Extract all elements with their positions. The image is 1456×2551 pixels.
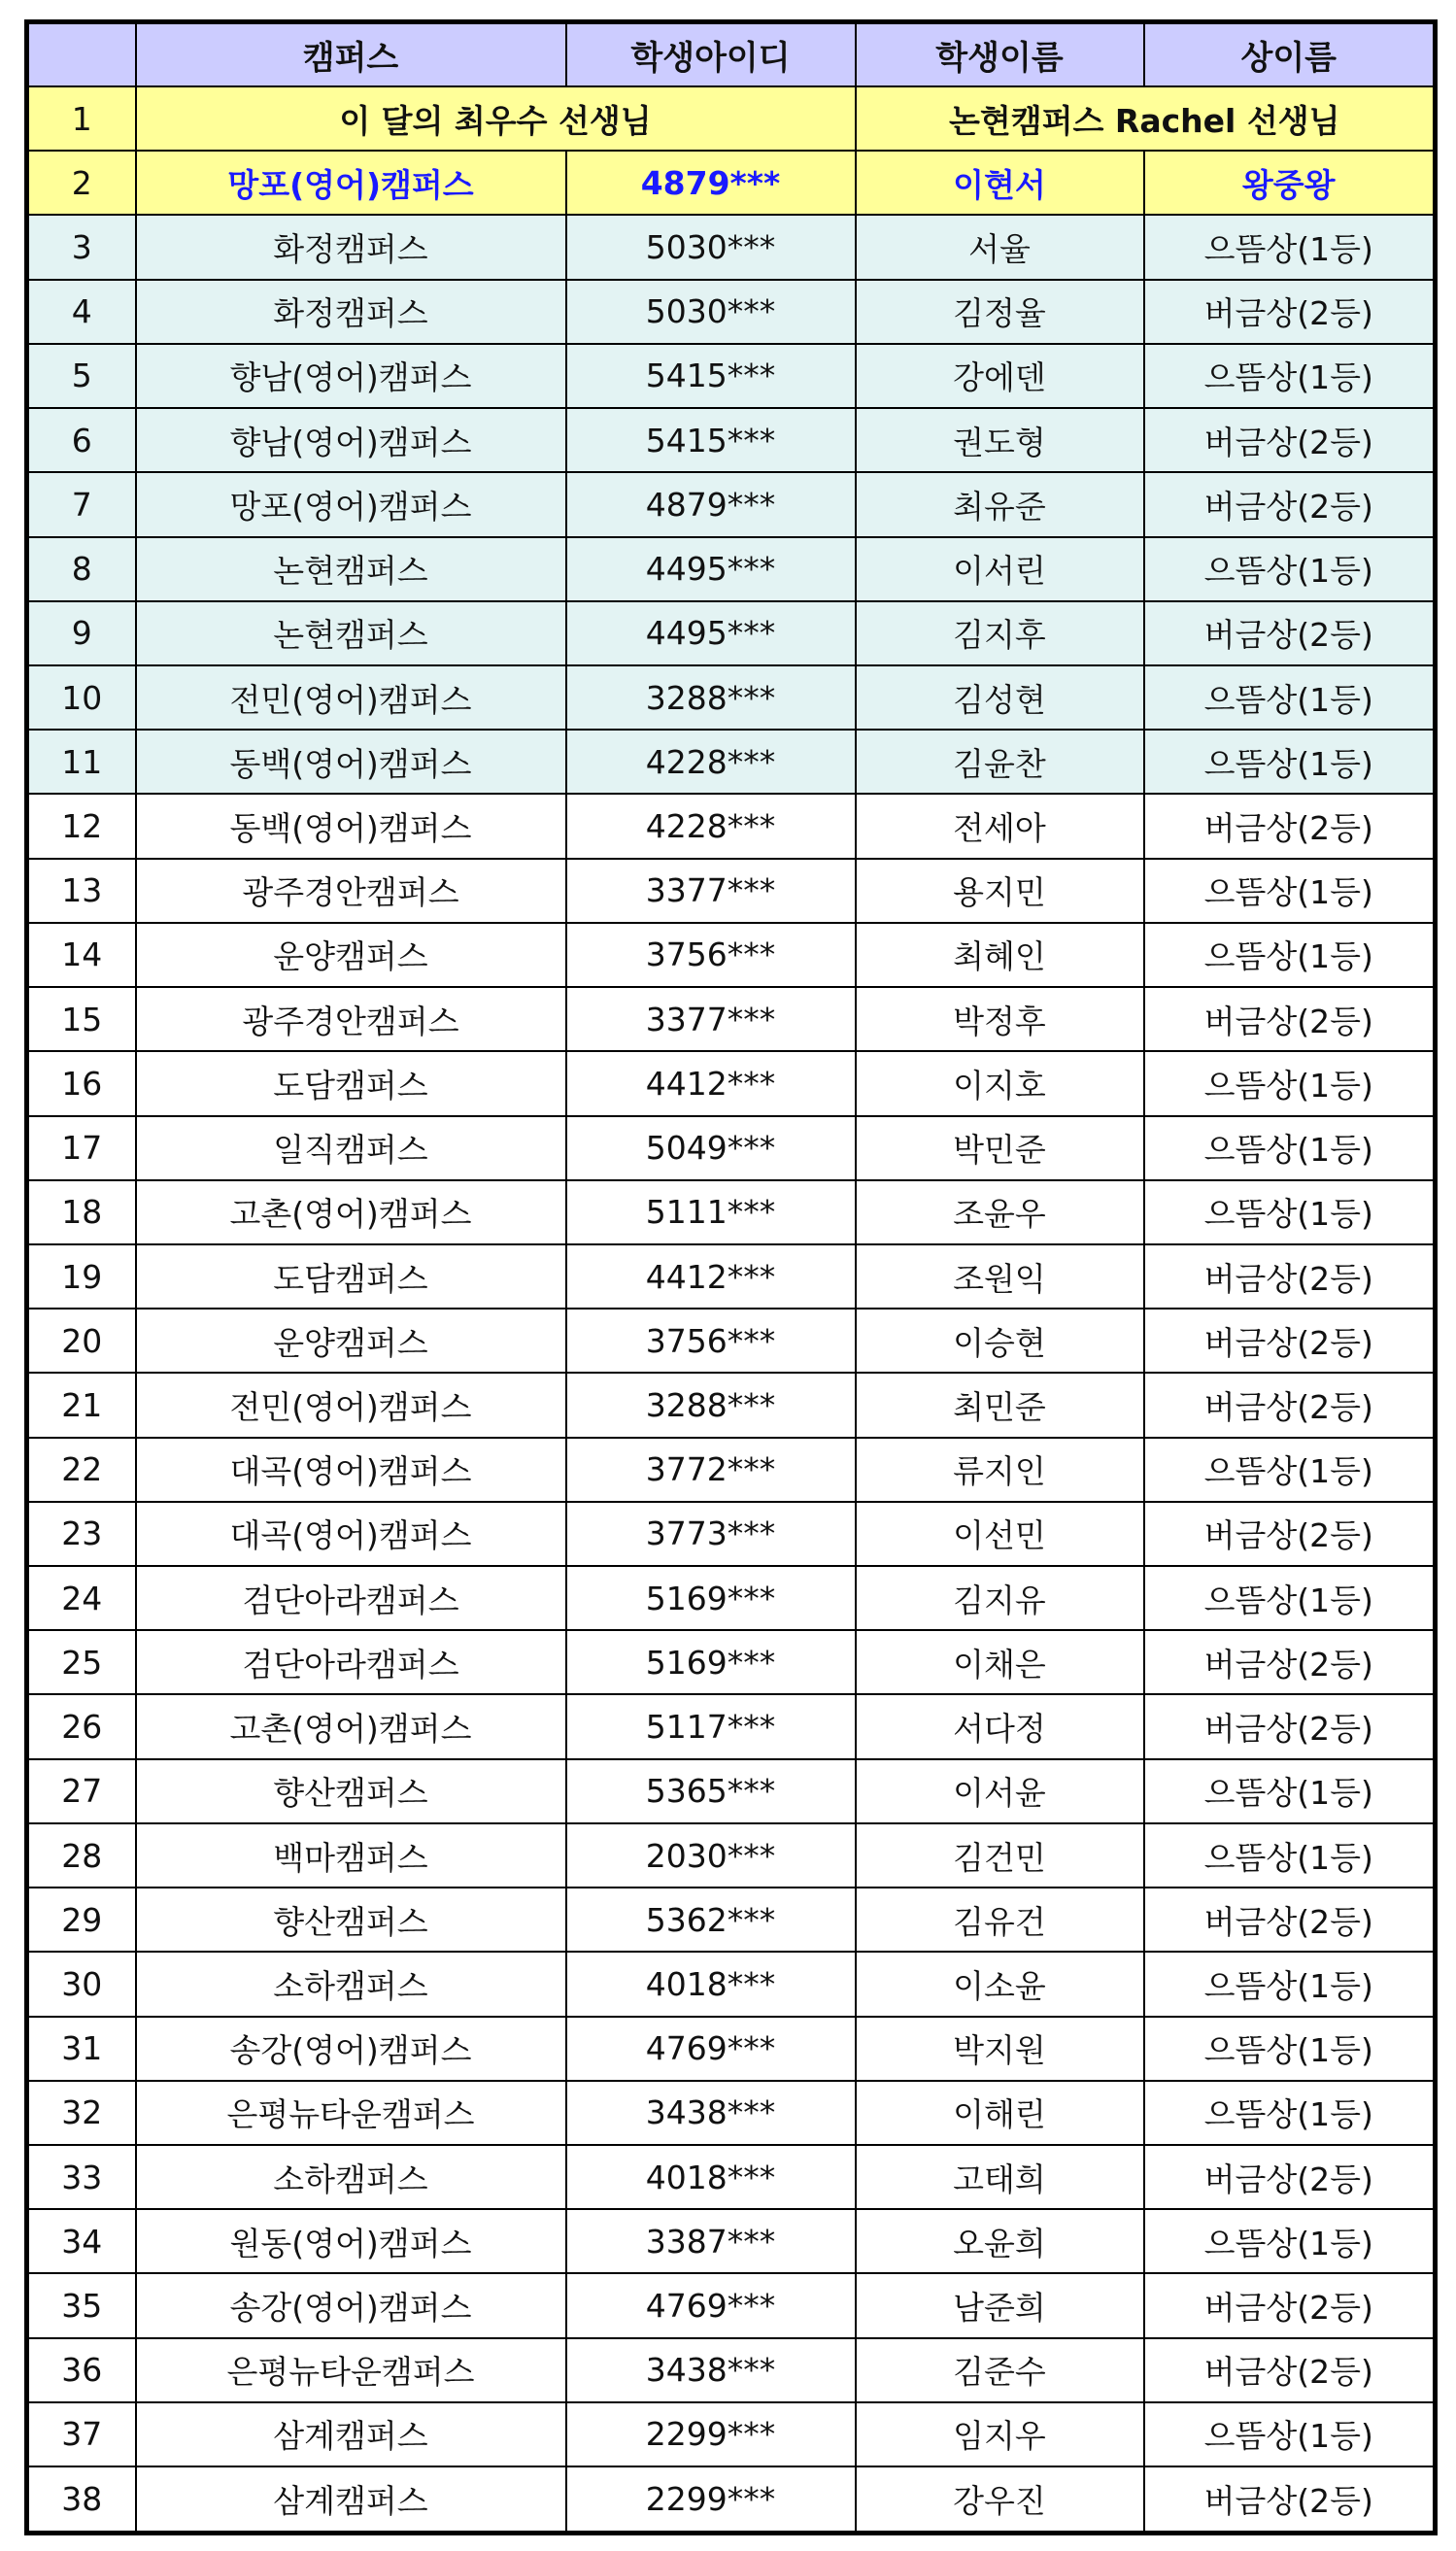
table-row [27, 215, 1436, 279]
campus-cell: 망포(영어)캠퍼스 [136, 151, 566, 215]
table-row [27, 923, 1436, 987]
table-row [27, 859, 1436, 923]
campus-cell: 도담캠퍼스 [136, 1051, 566, 1115]
student-id-cell: 3377*** [566, 859, 856, 923]
row-number: 37 [27, 2402, 136, 2466]
student-name-cell: 류지인 [856, 1438, 1144, 1502]
row-number: 19 [27, 1244, 136, 1309]
table-row [27, 1630, 1436, 1694]
student-name-cell: 강우진 [856, 2466, 1144, 2533]
student-id-cell: 4228*** [566, 794, 856, 858]
campus-cell: 일직캠퍼스 [136, 1116, 566, 1180]
student-id-cell: 3387*** [566, 2209, 856, 2273]
student-name-cell: 최민준 [856, 1373, 1144, 1437]
teacher-of-month-label: 이 달의 최우수 선생님 [136, 86, 856, 151]
table-row [27, 2209, 1436, 2273]
student-name-cell: 용지민 [856, 859, 1144, 923]
campus-cell: 고촌(영어)캠퍼스 [136, 1694, 566, 1758]
row-number: 6 [27, 408, 136, 472]
award-name-cell: 으뜸상(1등) [1144, 2402, 1436, 2466]
table-row [27, 1373, 1436, 1437]
student-id-cell: 5169*** [566, 1566, 856, 1630]
campus-cell: 삼계캠퍼스 [136, 2402, 566, 2466]
table-row [27, 2402, 1436, 2466]
teacher-of-month-row [27, 86, 1436, 151]
student-id-cell: 3377*** [566, 987, 856, 1051]
header-student-id: 학생아이디 [566, 22, 856, 87]
student-id-cell: 4769*** [566, 2273, 856, 2337]
row-number: 33 [27, 2145, 136, 2209]
row-number: 21 [27, 1373, 136, 1437]
row-number: 5 [27, 344, 136, 408]
campus-cell: 도담캠퍼스 [136, 1244, 566, 1309]
student-name-cell: 이채은 [856, 1630, 1144, 1694]
row-number: 23 [27, 1502, 136, 1566]
row-number: 9 [27, 601, 136, 665]
student-name-cell: 김지유 [856, 1566, 1144, 1630]
campus-cell: 삼계캠퍼스 [136, 2466, 566, 2533]
student-name-cell: 이선민 [856, 1502, 1144, 1566]
table-row [27, 537, 1436, 601]
student-name-cell: 서율 [856, 215, 1144, 279]
award-table [24, 19, 1438, 2535]
student-id-cell: 5030*** [566, 280, 856, 344]
campus-cell: 동백(영어)캠퍼스 [136, 794, 566, 858]
table-row [27, 730, 1436, 794]
campus-cell: 논현캠퍼스 [136, 537, 566, 601]
row-number: 4 [27, 280, 136, 344]
table-row [27, 2017, 1436, 2081]
student-id-cell: 4228*** [566, 730, 856, 794]
row-number: 20 [27, 1309, 136, 1373]
campus-cell: 소하캠퍼스 [136, 1952, 566, 2016]
row-number: 25 [27, 1630, 136, 1694]
table-row [27, 408, 1436, 472]
award-name-cell: 버금상(2등) [1144, 601, 1436, 665]
student-id-cell: 4412*** [566, 1244, 856, 1309]
header-student-name: 학생이름 [856, 22, 1144, 87]
award-name-cell: 으뜸상(1등) [1144, 344, 1436, 408]
table-row [27, 1116, 1436, 1180]
table-row [27, 1566, 1436, 1630]
award-name-cell: 으뜸상(1등) [1144, 665, 1436, 730]
row-number: 14 [27, 923, 136, 987]
student-name-cell: 김윤찬 [856, 730, 1144, 794]
award-name-cell: 으뜸상(1등) [1144, 2081, 1436, 2145]
student-id-cell: 5049*** [566, 1116, 856, 1180]
row-number: 28 [27, 1823, 136, 1888]
student-id-cell: 3438*** [566, 2081, 856, 2145]
student-name-cell: 김준수 [856, 2338, 1144, 2402]
student-id-cell: 4412*** [566, 1051, 856, 1115]
campus-cell: 고촌(영어)캠퍼스 [136, 1180, 566, 1244]
award-name-cell: 버금상(2등) [1144, 1888, 1436, 1952]
row-number: 26 [27, 1694, 136, 1758]
campus-cell: 동백(영어)캠퍼스 [136, 730, 566, 794]
award-name-cell: 버금상(2등) [1144, 1694, 1436, 1758]
row-number: 13 [27, 859, 136, 923]
award-name-cell: 왕중왕 [1144, 151, 1436, 215]
campus-cell: 전민(영어)캠퍼스 [136, 1373, 566, 1437]
student-name-cell: 김건민 [856, 1823, 1144, 1888]
row-number: 30 [27, 1952, 136, 2016]
award-name-cell: 버금상(2등) [1144, 1244, 1436, 1309]
student-id-cell: 5365*** [566, 1759, 856, 1823]
award-name-cell: 으뜸상(1등) [1144, 2209, 1436, 2273]
table-row [27, 794, 1436, 858]
student-id-cell: 2299*** [566, 2402, 856, 2466]
campus-cell: 검단아라캠퍼스 [136, 1566, 566, 1630]
student-name-cell: 전세아 [856, 794, 1144, 858]
campus-cell: 화정캠퍼스 [136, 280, 566, 344]
award-name-cell: 버금상(2등) [1144, 280, 1436, 344]
award-name-cell: 으뜸상(1등) [1144, 1759, 1436, 1823]
row-number: 2 [27, 151, 136, 215]
student-id-cell: 3772*** [566, 1438, 856, 1502]
table-row [27, 1309, 1436, 1373]
table-row [27, 1051, 1436, 1115]
student-id-cell: 3288*** [566, 665, 856, 730]
campus-cell: 전민(영어)캠퍼스 [136, 665, 566, 730]
award-name-cell: 버금상(2등) [1144, 408, 1436, 472]
table-row [27, 1180, 1436, 1244]
student-id-cell: 3288*** [566, 1373, 856, 1437]
campus-cell: 원동(영어)캠퍼스 [136, 2209, 566, 2273]
student-id-cell: 4018*** [566, 2145, 856, 2209]
award-name-cell: 버금상(2등) [1144, 987, 1436, 1051]
campus-cell: 향남(영어)캠퍼스 [136, 408, 566, 472]
award-name-cell: 버금상(2등) [1144, 794, 1436, 858]
student-id-cell: 4879*** [566, 151, 856, 215]
student-name-cell: 권도형 [856, 408, 1144, 472]
student-name-cell: 강에덴 [856, 344, 1144, 408]
row-number: 8 [27, 537, 136, 601]
student-id-cell: 5169*** [566, 1630, 856, 1694]
table-row [27, 1823, 1436, 1888]
campus-cell: 은평뉴타운캠퍼스 [136, 2081, 566, 2145]
student-id-cell: 5362*** [566, 1888, 856, 1952]
table-row [27, 665, 1436, 730]
row-number: 34 [27, 2209, 136, 2273]
table-row [27, 1438, 1436, 1502]
student-name-cell: 이해린 [856, 2081, 1144, 2145]
table-row [27, 601, 1436, 665]
table-row [27, 1502, 1436, 1566]
student-name-cell: 이서윤 [856, 1759, 1144, 1823]
award-name-cell: 버금상(2등) [1144, 1502, 1436, 1566]
row-number: 3 [27, 215, 136, 279]
row-number: 10 [27, 665, 136, 730]
teacher-of-month-name: 논현캠퍼스 Rachel 선생님 [856, 86, 1436, 151]
row-number: 31 [27, 2017, 136, 2081]
student-name-cell: 박지원 [856, 2017, 1144, 2081]
campus-cell: 대곡(영어)캠퍼스 [136, 1502, 566, 1566]
award-name-cell: 으뜸상(1등) [1144, 730, 1436, 794]
campus-cell: 광주경안캠퍼스 [136, 859, 566, 923]
row-number: 35 [27, 2273, 136, 2337]
award-name-cell: 버금상(2등) [1144, 2338, 1436, 2402]
student-name-cell: 이서린 [856, 537, 1144, 601]
row-number: 27 [27, 1759, 136, 1823]
student-id-cell: 5030*** [566, 215, 856, 279]
table-row [27, 2273, 1436, 2337]
student-id-cell: 4879*** [566, 472, 856, 536]
campus-cell: 은평뉴타운캠퍼스 [136, 2338, 566, 2402]
student-id-cell: 5117*** [566, 1694, 856, 1758]
header-campus: 캠퍼스 [136, 22, 566, 87]
student-name-cell: 이현서 [856, 151, 1144, 215]
student-id-cell: 5415*** [566, 408, 856, 472]
student-name-cell: 고태희 [856, 2145, 1144, 2209]
row-number: 29 [27, 1888, 136, 1952]
campus-cell: 송강(영어)캠퍼스 [136, 2017, 566, 2081]
table-row [27, 1759, 1436, 1823]
table-row [27, 2145, 1436, 2209]
table-row [27, 2466, 1436, 2533]
table-row [27, 472, 1436, 536]
row-number: 18 [27, 1180, 136, 1244]
table-row [27, 280, 1436, 344]
row-number: 36 [27, 2338, 136, 2402]
table-row [27, 1694, 1436, 1758]
campus-cell: 망포(영어)캠퍼스 [136, 472, 566, 536]
award-name-cell: 으뜸상(1등) [1144, 1823, 1436, 1888]
student-id-cell: 2299*** [566, 2466, 856, 2533]
student-name-cell: 이소윤 [856, 1952, 1144, 2016]
student-name-cell: 이지호 [856, 1051, 1144, 1115]
row-number: 32 [27, 2081, 136, 2145]
student-id-cell: 3756*** [566, 923, 856, 987]
campus-cell: 광주경안캠퍼스 [136, 987, 566, 1051]
student-name-cell: 김성현 [856, 665, 1144, 730]
campus-cell: 논현캠퍼스 [136, 601, 566, 665]
row-number: 17 [27, 1116, 136, 1180]
campus-cell: 송강(영어)캠퍼스 [136, 2273, 566, 2337]
row-number: 24 [27, 1566, 136, 1630]
award-name-cell: 으뜸상(1등) [1144, 1051, 1436, 1115]
campus-cell: 소하캠퍼스 [136, 2145, 566, 2209]
award-name-cell: 으뜸상(1등) [1144, 1180, 1436, 1244]
row-number: 7 [27, 472, 136, 536]
header-number [27, 22, 136, 87]
award-name-cell: 으뜸상(1등) [1144, 923, 1436, 987]
table-row [27, 987, 1436, 1051]
student-id-cell: 3773*** [566, 1502, 856, 1566]
student-id-cell: 4495*** [566, 537, 856, 601]
header-row [27, 22, 1436, 87]
student-name-cell: 조원익 [856, 1244, 1144, 1309]
award-name-cell: 으뜸상(1등) [1144, 1116, 1436, 1180]
student-name-cell: 김정율 [856, 280, 1144, 344]
grand-prize-row [27, 151, 1436, 215]
award-name-cell: 으뜸상(1등) [1144, 1952, 1436, 2016]
table-row [27, 344, 1436, 408]
campus-cell: 향산캠퍼스 [136, 1759, 566, 1823]
award-name-cell: 으뜸상(1등) [1144, 2017, 1436, 2081]
table-row [27, 1888, 1436, 1952]
student-name-cell: 김유건 [856, 1888, 1144, 1952]
row-number: 15 [27, 987, 136, 1051]
campus-cell: 백마캠퍼스 [136, 1823, 566, 1888]
student-name-cell: 최혜인 [856, 923, 1144, 987]
student-id-cell: 5415*** [566, 344, 856, 408]
campus-cell: 검단아라캠퍼스 [136, 1630, 566, 1694]
campus-cell: 화정캠퍼스 [136, 215, 566, 279]
award-name-cell: 버금상(2등) [1144, 1373, 1436, 1437]
row-number: 16 [27, 1051, 136, 1115]
campus-cell: 향산캠퍼스 [136, 1888, 566, 1952]
student-name-cell: 김지후 [856, 601, 1144, 665]
student-id-cell: 3756*** [566, 1309, 856, 1373]
student-name-cell: 서다정 [856, 1694, 1144, 1758]
table-row [27, 2081, 1436, 2145]
student-name-cell: 최유준 [856, 472, 1144, 536]
row-number: 22 [27, 1438, 136, 1502]
award-name-cell: 버금상(2등) [1144, 2466, 1436, 2533]
table-row [27, 2338, 1436, 2402]
row-number: 1 [27, 86, 136, 151]
campus-cell: 대곡(영어)캠퍼스 [136, 1438, 566, 1502]
row-number: 11 [27, 730, 136, 794]
student-name-cell: 남준희 [856, 2273, 1144, 2337]
award-name-cell: 버금상(2등) [1144, 1309, 1436, 1373]
row-number: 12 [27, 794, 136, 858]
campus-cell: 운양캠퍼스 [136, 1309, 566, 1373]
student-id-cell: 2030*** [566, 1823, 856, 1888]
award-name-cell: 으뜸상(1등) [1144, 859, 1436, 923]
table-row [27, 1952, 1436, 2016]
student-name-cell: 조윤우 [856, 1180, 1144, 1244]
campus-cell: 운양캠퍼스 [136, 923, 566, 987]
award-name-cell: 으뜸상(1등) [1144, 537, 1436, 601]
award-name-cell: 으뜸상(1등) [1144, 215, 1436, 279]
header-award-name: 상이름 [1144, 22, 1436, 87]
award-name-cell: 버금상(2등) [1144, 2273, 1436, 2337]
student-id-cell: 5111*** [566, 1180, 856, 1244]
student-name-cell: 박민준 [856, 1116, 1144, 1180]
campus-cell: 향남(영어)캠퍼스 [136, 344, 566, 408]
student-name-cell: 임지우 [856, 2402, 1144, 2466]
student-name-cell: 박정후 [856, 987, 1144, 1051]
student-id-cell: 4769*** [566, 2017, 856, 2081]
row-number: 38 [27, 2466, 136, 2533]
award-name-cell: 버금상(2등) [1144, 472, 1436, 536]
student-id-cell: 4495*** [566, 601, 856, 665]
student-id-cell: 3438*** [566, 2338, 856, 2402]
student-id-cell: 4018*** [566, 1952, 856, 2016]
award-name-cell: 버금상(2등) [1144, 1630, 1436, 1694]
award-name-cell: 버금상(2등) [1144, 2145, 1436, 2209]
student-name-cell: 이승현 [856, 1309, 1144, 1373]
table-row [27, 1244, 1436, 1309]
award-name-cell: 으뜸상(1등) [1144, 1438, 1436, 1502]
student-name-cell: 오윤희 [856, 2209, 1144, 2273]
award-name-cell: 으뜸상(1등) [1144, 1566, 1436, 1630]
